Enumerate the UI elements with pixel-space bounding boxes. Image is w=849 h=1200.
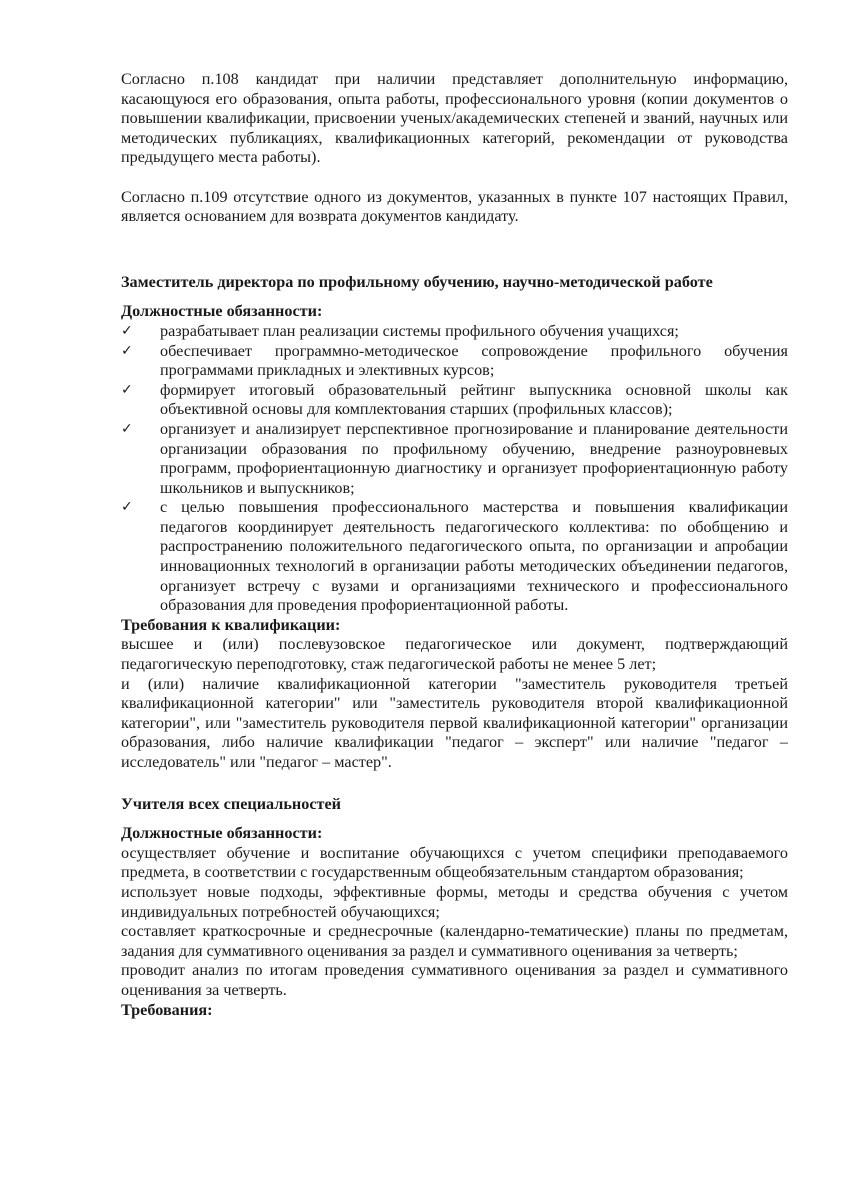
deputy-requirements-label: Требования к квалификации: xyxy=(121,615,341,634)
teacher-duty-text: использует новые подходы, эффективные формы, методы и средства обучения с учетом индивидуальных потребностей обучающихся; xyxy=(121,882,788,921)
list-item xyxy=(121,322,788,342)
list-item xyxy=(121,420,788,498)
teachers-title: Учителя всех специальностей xyxy=(121,794,341,813)
duty-text: организует и анализирует перспективное прогнозирование и планирование деятельности организации образования по профильному обучению, внедрение разноуровневых программ, профориентационную диагностику и организует профориентационную работу школьников и выпускников; xyxy=(160,419,788,497)
duty-text: разрабатывает план реализации системы профильного обучения учащихся; xyxy=(160,321,679,340)
deputy-duties-label: Должностные обязанности: xyxy=(121,302,323,321)
paragraph-108: Согласно п.108 кандидат при наличии представляет дополнительную информацию, касающуюся его образования, опыта работы, профессионального уровня (копии документов о повышении квалификации, присвоении ученых/академических степеней и званий, научных или методических публикациях, квалификационных категорий, рекомендации от руководства предыдущего места работы). xyxy=(121,70,788,167)
deputy-section xyxy=(121,273,788,773)
teacher-duty-text: составляет краткосрочные и среднесрочные (календарно-тематические) планы по предметам, задания для суммативного оценивания за раздел и суммативного оценивания за четверть; xyxy=(121,922,788,960)
list-item xyxy=(121,342,788,381)
teacher-duty-text: осуществляет обучение и воспитание обучающихся с учетом специфики преподаваемого предмета, в соответствии с государственным общеобязательным стандартом образования; xyxy=(121,843,788,882)
checkmark-icon: ✓ xyxy=(121,420,133,437)
checkmark-icon: ✓ xyxy=(121,342,133,359)
document-page xyxy=(121,70,788,1020)
teachers-requirements-label: Требования: xyxy=(121,1000,213,1019)
duty-text: с целью повышения профессионального мастерства и повышения квалификации педагогов координирует деятельность педагогического коллектива: по обобщению и распространению положительного педагогического опыта, по организации и апробации инновационных технологий в организации работы методических объединении педагогов, организует встречу с вузами и организациями технического и профессионального образования для проведения профориентационной работы. xyxy=(160,498,788,615)
checkmark-icon: ✓ xyxy=(121,381,133,398)
deputy-title: Заместитель директора по профильному обучению, научно-методической работе xyxy=(121,272,713,291)
paragraph-109: Согласно п.109 отсутствие одного из документов, указанных в пункте 107 настоящих Правил, является основанием для возврата документов кандидату. xyxy=(121,187,788,226)
requirement-text: и (или) наличие квалификационной категории "заместитель руководителя третьей квалификационной категории" или "заместитель руководителя второй квалификационной категории", или "заместитель руководителя первой квалификационной категории" организации образования, либо наличие квалификации "педагог – эксперт" или наличие "педагог – исследователь" или "педагог – мастер". xyxy=(121,674,788,771)
duty-text: формирует итоговый образовательный рейтинг выпускника основной школы как объективной основы для комплектования старших (профильных классов); xyxy=(160,380,788,419)
teachers-duties-label: Должностные обязанности: xyxy=(121,824,323,843)
checkmark-icon: ✓ xyxy=(121,322,133,339)
list-item xyxy=(121,381,788,420)
requirement-text: высшее и (или) послевузовское педагогическое или документ, подтверждающий педагогическую переподготовку, стаж педагогической работы не менее 5 лет; xyxy=(121,635,788,674)
teachers-section xyxy=(121,795,788,1021)
duty-text: обеспечивает программно-методическое сопровождение профильного обучения программами прикладных и элективных курсов; xyxy=(160,341,788,380)
teacher-duty-text: проводит анализ по итогам проведения суммативного оценивания за раздел и суммативного оценивания за четверть. xyxy=(121,961,788,999)
deputy-duties-list xyxy=(121,322,788,616)
checkmark-icon: ✓ xyxy=(121,499,133,516)
list-item xyxy=(121,498,788,616)
